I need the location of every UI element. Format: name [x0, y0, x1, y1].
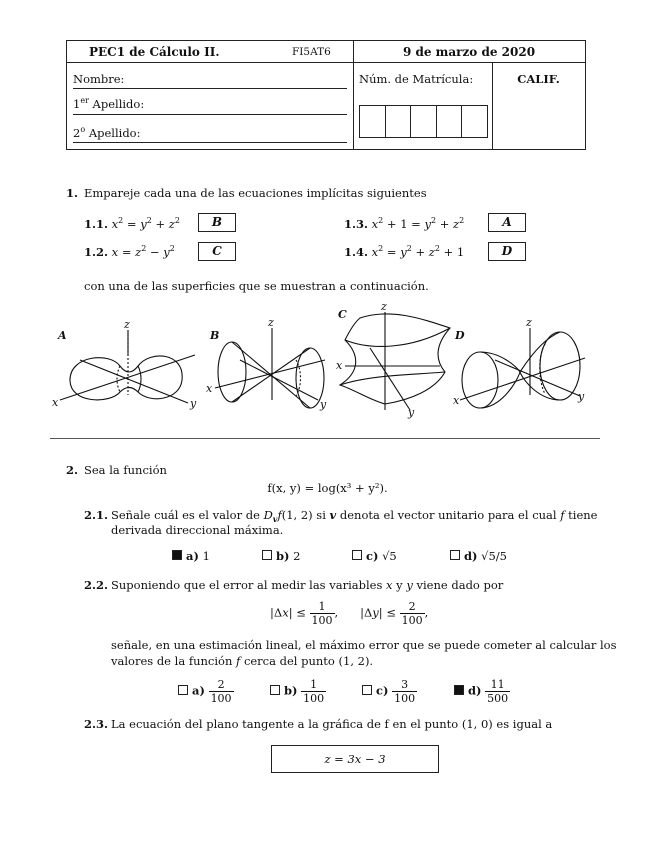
surface-B — [206, 316, 327, 411]
q2-1-text-2: derivada direccional máxima. — [111, 523, 284, 537]
checkbox-checked[interactable] — [172, 550, 182, 560]
q2-3-answer-box[interactable]: z = 3x − 3 — [271, 745, 439, 773]
nombre-label: Nombre: — [73, 72, 125, 86]
matricula-digit[interactable] — [411, 106, 437, 137]
q2-2-option-a[interactable]: a) $\frac{2}{100}$ — [178, 678, 234, 705]
nombre-line[interactable] — [73, 88, 347, 89]
header-rule — [67, 62, 585, 63]
checkbox[interactable] — [262, 550, 272, 560]
q2-1-option-d[interactable]: d) √5/5 — [450, 549, 507, 563]
q2-1-number: 2.1. — [84, 508, 109, 522]
q2-1-option-b[interactable]: b) 2 — [262, 549, 300, 563]
surface-D — [453, 316, 585, 408]
checkbox[interactable] — [450, 550, 460, 560]
answer-box-1-4[interactable]: D — [488, 242, 526, 261]
exam-header — [66, 40, 586, 150]
q1-item-1-4: 1.4. $x^2 = y^2 + z^2 + 1$ — [344, 244, 465, 259]
exam-date: 9 de marzo de 2020 — [402, 45, 536, 59]
q2-2-text-2: señale, en una estimación lineal, el máximo error que se puede cometer al calcular los — [111, 638, 617, 652]
calif-label: CALIF. — [517, 72, 560, 86]
q2-stem: Sea la función — [84, 463, 167, 477]
q2-number: 2. — [66, 463, 79, 477]
q2-1-option-a[interactable]: a) 1 — [172, 549, 210, 563]
axis-z: z — [381, 300, 387, 313]
q1-stem: Empareje cada una de las ecuaciones implícitas siguientes — [84, 186, 427, 200]
q2-3-number: 2.3. — [84, 717, 109, 731]
q2-1-option-c[interactable]: c) √5 — [352, 549, 397, 563]
axis-z: z — [124, 318, 130, 331]
section-divider — [50, 438, 600, 439]
axis-z: z — [526, 316, 532, 329]
axis-x: x — [453, 394, 460, 407]
axis-y: y — [320, 398, 327, 411]
checkbox[interactable] — [178, 685, 188, 695]
surfaces-figure — [40, 300, 620, 425]
checkbox-checked[interactable] — [454, 685, 464, 695]
surface-A-label: A — [58, 329, 67, 342]
matricula-label: Núm. de Matrícula: — [359, 72, 474, 86]
q2-2-number: 2.2. — [84, 578, 109, 592]
surface-D-label: D — [455, 329, 465, 342]
matricula-digit[interactable] — [360, 106, 386, 137]
course-code: FI5AT6 — [292, 46, 331, 58]
checkbox[interactable] — [270, 685, 280, 695]
q1-item-1-1: 1.1. $x^2 = y^2 + z^2$ — [84, 216, 180, 231]
q1-item-1-3: 1.3. $x^2 + 1 = y^2 + z^2$ — [344, 216, 465, 231]
surface-B-label: B — [210, 329, 220, 342]
axis-x: x — [336, 359, 343, 372]
q1-number: 1. — [66, 186, 79, 200]
q2-2-option-d[interactable]: d) $\frac{11}{500}$ — [454, 678, 510, 705]
q2-1-text: Señale cuál es el valor de $D_vf(1$, 2) si v denota el vector unitario para el cual f tiene — [111, 508, 598, 525]
answer-box-1-1[interactable]: B — [198, 213, 236, 232]
q2-function: f(x, y) = log(x³ + y²). — [267, 481, 388, 495]
apellido1-line[interactable] — [73, 114, 347, 115]
q2-2-option-c[interactable]: c) $\frac{3}{100}$ — [362, 678, 417, 705]
axis-y: y — [190, 397, 197, 410]
axis-x: x — [52, 396, 59, 409]
course-title: PEC1 de Cálculo II. — [89, 45, 220, 59]
axis-z: z — [268, 316, 274, 329]
answer-box-1-2[interactable]: C — [198, 242, 236, 261]
q2-3-text: La ecuación del plano tangente a la gráfica de f en el punto (1, 0) es igual a — [111, 717, 553, 731]
q2-2-text: Suponiendo que el error al medir las variables x y y viene dado por — [111, 578, 504, 592]
q2-2-option-b[interactable]: b) $\frac{1}{100}$ — [270, 678, 326, 705]
apellido2-label: 2$^o$ Apellido: — [73, 125, 141, 140]
axis-x: x — [206, 382, 213, 395]
q2-2-text-3: valores de la función f cerca del punto (1, 2). — [111, 654, 374, 668]
axis-y: y — [408, 406, 415, 419]
axis-y: y — [578, 390, 585, 403]
matricula-digit[interactable] — [437, 106, 463, 137]
checkbox[interactable] — [362, 685, 372, 695]
apellido2-line[interactable] — [73, 142, 347, 143]
q1-item-1-2: 1.2. $x = z^2 - y^2$ — [84, 244, 175, 259]
checkbox[interactable] — [352, 550, 362, 560]
matricula-digit[interactable] — [462, 106, 487, 137]
surface-C — [336, 300, 450, 419]
matricula-digit[interactable] — [386, 106, 412, 137]
surface-A — [52, 318, 197, 410]
answer-box-1-3[interactable]: A — [488, 213, 526, 232]
surface-C-label: C — [338, 308, 347, 321]
q1-follow: con una de las superficies que se muestran a continuación. — [84, 279, 429, 293]
apellido1-label: 1er Apellido: — [73, 96, 145, 111]
matricula-boxes[interactable] — [359, 105, 488, 138]
q2-2-error-bounds: |Δx| ≤ $\frac{1}{100}$ , |Δy| ≤ $\frac{2}{100}$ , — [270, 600, 429, 627]
